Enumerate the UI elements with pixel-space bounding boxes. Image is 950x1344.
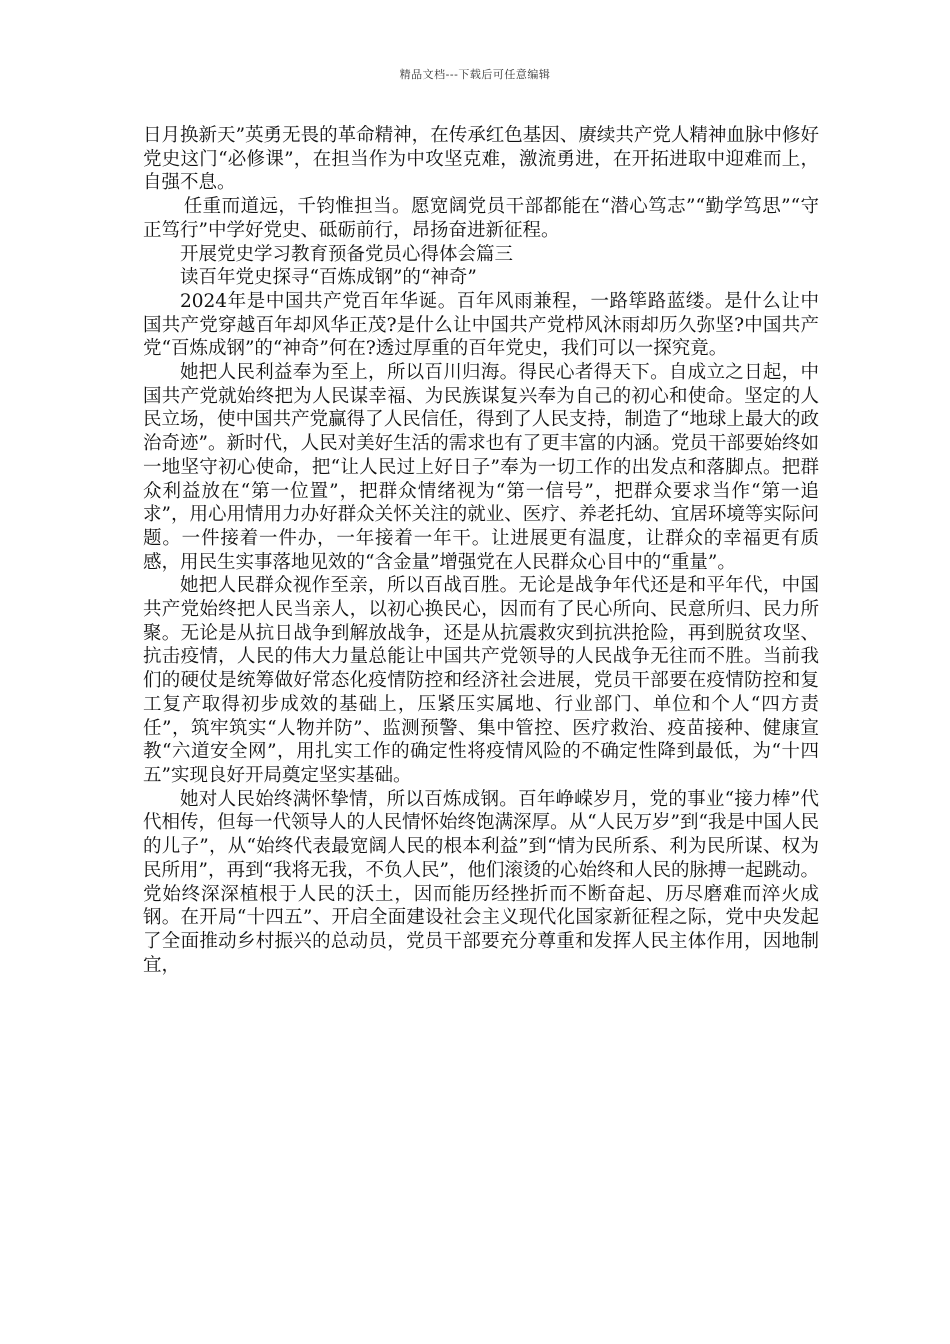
page-header: 精品文档---下载后可任意编辑 <box>399 68 551 81</box>
paragraph-continuation: 日月换新天”英勇无畏的革命精神，在传承红色基因、赓续共产党人精神血脉中修好党史这门“必修课”，在担当作为中攻坚克难，激流勇进，在开拓进取中迎难而上，自强不息。 <box>143 125 819 194</box>
paragraph: 她把人民利益奉为至上，所以百川归海。得民心者得天下。自成立之日起，中国共产党就始终把为人民谋幸福、为民族谋复兴奉为自己的初心和使命。坚定的人民立场，使中国共产党赢得了人民信任，得到了人民支持，制造了“地球上最大的政治奇迹”。新时代，人民对美好生活的需求也有了更丰富的内涵。党员干部要始终如一地坚守初心使命，把“让人民过上好日子”奉为一切工作的出发点和落脚点。把群众利益放在“第一位置”，把群众情绪视为“第一信号”，把群众要求当作“第一追求”，用心用情用力办好群众关怀关注的就业、医疗、养老托幼、宜居环境等实际问题。一件接着一件办，一年接着一年干。让进展更有温度，让群众的幸福更有质感，用民生实事落地见效的“含金量”增强党在人民群众心目中的“重量”。 <box>143 362 819 573</box>
paragraph: 2024年是中国共产党百年华诞。百年风雨兼程，一路筚路蓝缕。是什么让中国共产党穿越百年却风华正茂?是什么让中国共产党栉风沐雨却历久弥坚?中国共产党“百炼成钢”的“神奇”何在?透过厚重的百年党史，我们可以一探究竟。 <box>143 290 819 360</box>
paragraph: 任重而道远，千钧惟担当。愿宽阔党员干部都能在“潜心笃志”“勤学笃思”“守正笃行”中学好党史、砥砺前行，昂扬奋进新征程。 <box>143 196 819 241</box>
section-heading: 开展党史学习教育预备党员心得体会篇三 <box>180 243 514 265</box>
document-body <box>143 124 819 977</box>
paragraph: 她把人民群众视作至亲，所以百战百胜。无论是战争年代还是和平年代，中国共产党始终把人民当亲人，以初心换民心，因而有了民心所向、民意所归、民力所聚。无论是从抗日战争到解放战争，还是从抗震救灾到抗洪抢险，再到脱贫攻坚、抗击疫情，人民的伟大力量总能让中国共产党领导的人民战争无往而不胜。当前我们的硬仗是统筹做好常态化疫情防控和经济社会进展，党员干部要在疫情防控和复工复产取得初步成效的基础上，压紧压实属地、行业部门、单位和个人“四方责任”，筑牢筑实“人物并防”、监测预警、集中管控、医疗救治、疫苗接种、健康宣教“六道安全网”，用扎实工作的确定性将疫情风险的不确定性降到最低，为“十四五”实现良好开局奠定坚实基础。 <box>143 575 819 786</box>
paragraph: 她对人民始终满怀挚情，所以百炼成钢。百年峥嵘岁月，党的事业“接力棒”代代相传，但每一代领导人的人民情怀始终饱满深厚。从“人民万岁”到“我是中国人民的儿子”，从“始终代表最宽阔人民的根本利益”到“情为民所系、利为民所谋、权为民所用”，再到“我将无我，不负人民”，他们滚烫的心始终和人民的脉搏一起跳动。党始终深深植根于人民的沃土，因而能历经挫折而不断奋起、历尽磨难而淬火成钢。在开局“十四五”、开启全面建设社会主义现代化国家新征程之际，党中央发起了全面推动乡村振兴的总动员，党员干部要充分尊重和发挥人民主体作用，因地制宜， <box>143 788 819 976</box>
article-title: 读百年党史探寻“百炼成钢”的“神奇” <box>180 267 477 289</box>
